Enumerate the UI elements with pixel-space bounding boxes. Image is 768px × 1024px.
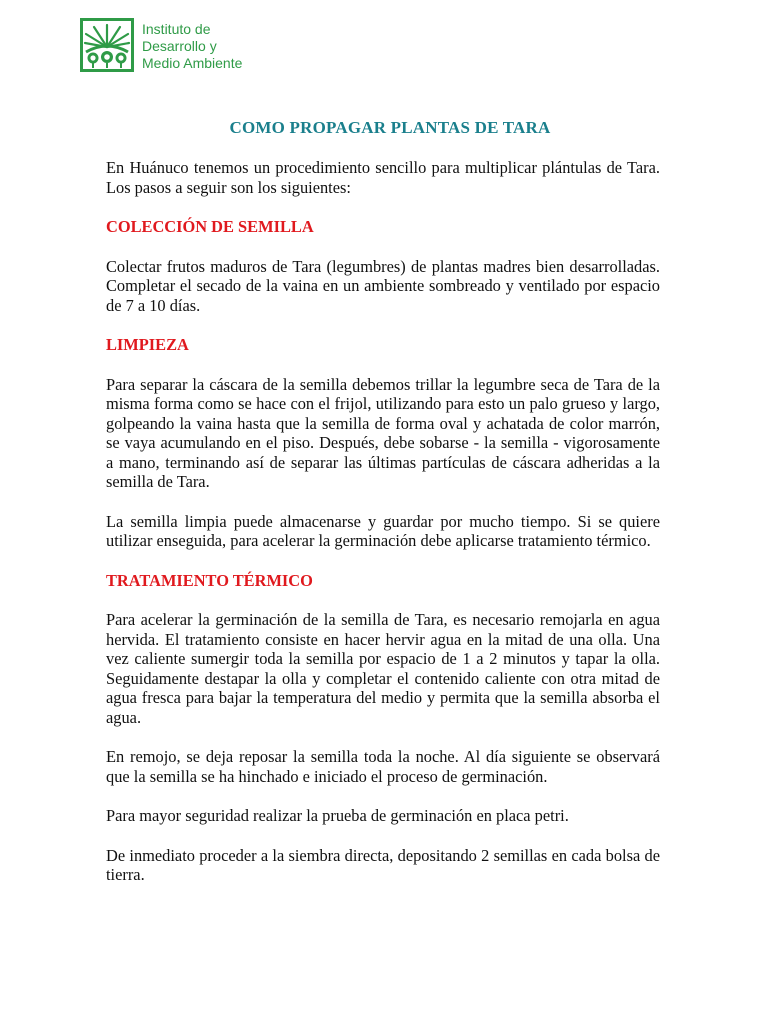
cleaning-paragraph-1: Para separar la cáscara de la semilla debemos trillar la legumbre seca de Tara de la misma forma como se hace con el frijol, utilizando para esto un palo grueso y largo, golpeando la vaina hasta que la semilla de forma oval y achatada de color marrón, se vaya acumulando en el piso. Después, debe sobarse - la semilla - vigorosamente a mano, terminando así de separar las últimas partículas de cáscara adheridas a la semilla de Tara. [106, 374, 660, 491]
section-heading-thermal-treatment: TRATAMIENTO TÉRMICO [106, 570, 313, 590]
organization-logo [80, 18, 242, 72]
thermal-treatment-paragraph-3: Para mayor seguridad realizar la prueba de germinación en placa petri. [106, 806, 569, 825]
thermal-treatment-paragraph-2: En remojo, se deja reposar la semilla toda la noche. Al día siguiente se observará que la semilla se ha hinchado e iniciado el proceso de germinación. [106, 747, 660, 786]
organization-name-line-3: Medio Ambiente [142, 55, 243, 71]
organization-name [142, 21, 242, 72]
cleaning-paragraph-2: La semilla limpia puede almacenarse y guardar por mucho tiempo. Si se quiere utilizar enseguida, para acelerar la germinación debe aplicarse tratamiento térmico. [106, 511, 660, 550]
thermal-treatment-paragraph-1: Para acelerar la germinación de la semilla de Tara, es necesario remojarla en agua hervida. El tratamiento consiste en hacer hervir agua en la mitad de una olla. Una vez caliente sumergir toda la semilla por espacio de 1 a 2 minutos y tapar la olla. Seguidamente destapar la olla y completar el contenido caliente con otra mitad de agua fresca para bajar la temperatura del medio y permita que la semilla absorba el agua. [106, 610, 660, 727]
section-heading-cleaning: LIMPIEZA [106, 335, 189, 354]
thermal-treatment-paragraph-4: De inmediato proceder a la siembra directa, depositando 2 semillas en cada bolsa de tierra. [106, 845, 660, 884]
document-title-text: COMO PROPAGAR PLANTAS DE TARA [229, 118, 551, 137]
intro-paragraph: En Huánuco tenemos un procedimiento sencillo para multiplicar plántulas de Tara. Los pasos a seguir son los siguientes: [106, 158, 660, 197]
organization-name-line-1: Instituto de [142, 21, 211, 37]
document-body [106, 118, 660, 905]
sunrise-trees-logo-icon [80, 18, 134, 72]
document-title [106, 118, 660, 138]
seed-collection-paragraph: Colectar frutos maduros de Tara (legumbres) de plantas madres bien desarrolladas. Completar el secado de la vaina en un ambiente sombreado y ventilado por espacio de 7 a 10 días. [106, 256, 660, 315]
section-heading-seed-collection: COLECCIÓN DE SEMILLA [106, 217, 314, 236]
organization-name-line-2: Desarrollo y [142, 38, 217, 54]
